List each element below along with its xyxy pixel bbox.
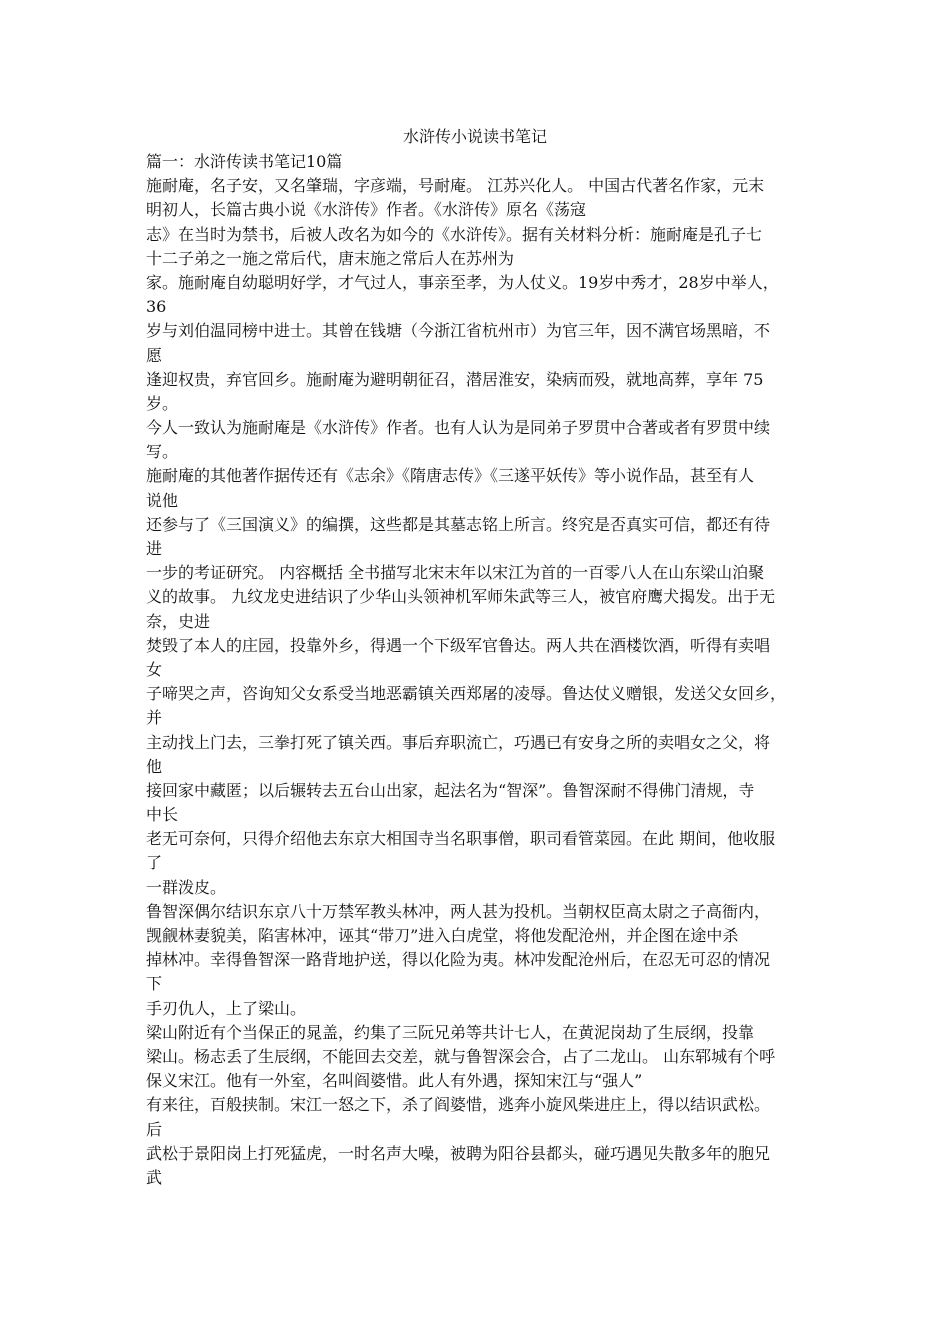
text-line: 手刃仇人，上了梁山。 xyxy=(146,998,307,1018)
text-line: 十二子弟之一施之常后代，唐末施之常后人在苏州为 xyxy=(146,248,515,268)
text-line: 写。 xyxy=(146,442,179,462)
text-line: 接回家中藏匿；以后辗转去五台山出家，起法名为“智深”。鲁智深耐不得佛门清规，寺 xyxy=(146,780,755,800)
text-line: 志》在当时为禁书，后被人改名为如今的《水浒传》。据有关材料分析：施耐庵是孔子七 xyxy=(146,224,763,244)
text-line: 掉林冲。幸得鲁智深一路背地护送，得以化险为夷。林冲发配沧州后，在忍无可忍的情况 xyxy=(146,950,771,970)
text-line: 梁山附近有个当保正的晁盖，约集了三阮兄弟等共计七人，在黄泥岗劫了生辰纲，投靠 xyxy=(146,1022,755,1042)
text-line: 他 xyxy=(146,756,163,776)
text-line: 了 xyxy=(146,853,163,873)
text-line: 愿 xyxy=(146,345,163,365)
text-line: 一步的考证研究。 内容概括 全书描写北宋末年以宋江为首的一百零八人在山东梁山泊聚 xyxy=(146,563,765,583)
text-line: 老无可奈何，只得介绍他去东京大相国寺当名职事僧，职司看管菜园。在此 期间，他收服 xyxy=(146,829,776,849)
text-line: 今人一致认为施耐庵是《水浒传》作者。也有人认为是同弟子罗贯中合著或者有罗贯中续 xyxy=(146,418,771,438)
text-line: 焚毁了本人的庄园，投靠外乡，得遇一个下级军官鲁达。两人共在酒楼饮酒，听得有卖唱 xyxy=(146,635,771,655)
text-line: 施耐庵，名子安，又名肇瑞，字彦端，号耐庵。 江苏兴化人。 中国古代著名作家，元末 xyxy=(146,176,765,196)
text-line: 中长 xyxy=(146,805,179,825)
text-line: 觊觎林妻貌美，陷害林冲，诬其“带刀”进入白虎堂，将他发配沧州，并企图在途中杀 xyxy=(146,926,739,945)
text-line: 女 xyxy=(146,659,163,679)
text-line: 鲁智深偶尔结识东京八十万禁军教头林冲，两人甚为投机。当朝权臣高太尉之子高衙内， xyxy=(146,901,771,921)
text-line: 并 xyxy=(146,708,163,728)
text-line: 说他 xyxy=(146,490,179,510)
text-line: 后 xyxy=(146,1119,163,1139)
text-line: 岁与刘伯温同榜中进士。其曾在钱塘（今浙江省杭州市）为官三年，因不满官场黑暗，不 xyxy=(146,321,771,341)
text-line: 义的故事。 九纹龙史进结识了少华山头领神机军师朱武等三人，被官府鹰犬揭发。出于无 xyxy=(146,587,776,607)
text-line: 武 xyxy=(146,1167,163,1187)
text-line: 还参与了《三国演义》的编撰，这些都是其墓志铭上所言。终究是否真实可信，都还有待 xyxy=(146,514,771,534)
text-line: 施耐庵的其他著作据传还有《志余》《隋唐志传》《三遂平妖传》等小说作品，甚至有人 xyxy=(146,466,755,486)
text-line: 梁山。杨志丢了生辰纲，不能回去交差，就与鲁智深会合，占了二龙山。 山东郓城有个呼 xyxy=(146,1046,776,1066)
text-line: 明初人，长篇古典小说《水浒传》作者。《水浒传》原名《荡寇 xyxy=(146,200,587,220)
text-line: 保义宋江。他有一外室，名叫阎婆惜。此人有外遇，探知宋江与“强人” xyxy=(146,1071,643,1091)
text-line: 家。施耐庵自幼聪明好学，才气过人，事亲至孝，为人仗义。19岁中秀才，28岁中举人， xyxy=(146,272,779,292)
text-line: 岁。 xyxy=(146,393,179,413)
text-line: 武松于景阳岗上打死猛虎，一时名声大噪，被聘为阳谷县都头，碰巧遇见失散多年的胞兄 xyxy=(146,1143,771,1163)
text-line: 奈，史进 xyxy=(146,611,211,631)
text-line: 有来往，百般挟制。宋江一怒之下，杀了阎婆惜，逃奔小旋风柴进庄上，得以结识武松。 xyxy=(146,1095,771,1115)
text-line: 主动找上门去，三拳打死了镇关西。事后弃职流亡，巧遇已有安身之所的卖唱女之父，将 xyxy=(146,732,771,752)
text-line: 子啼哭之声，咨询知父女系受当地恶霸镇关西郑屠的凌辱。鲁达仗义赠银，发送父女回乡， xyxy=(146,684,787,704)
text-line: 下 xyxy=(146,974,163,994)
document-title: 水浒传小说读书笔记 xyxy=(402,127,547,146)
text-line: 36 xyxy=(146,297,167,317)
text-line: 进 xyxy=(146,539,163,558)
text-line: 一群泼皮。 xyxy=(146,877,227,897)
document-body xyxy=(146,150,818,1190)
text-line: 篇一：水浒传读书笔记10篇 xyxy=(146,152,343,171)
text-line: 逢迎权贵，弃官回乡。施耐庵为避明朝征召，潜居淮安，染病而殁，就地高葬，享年 75 xyxy=(146,369,764,389)
